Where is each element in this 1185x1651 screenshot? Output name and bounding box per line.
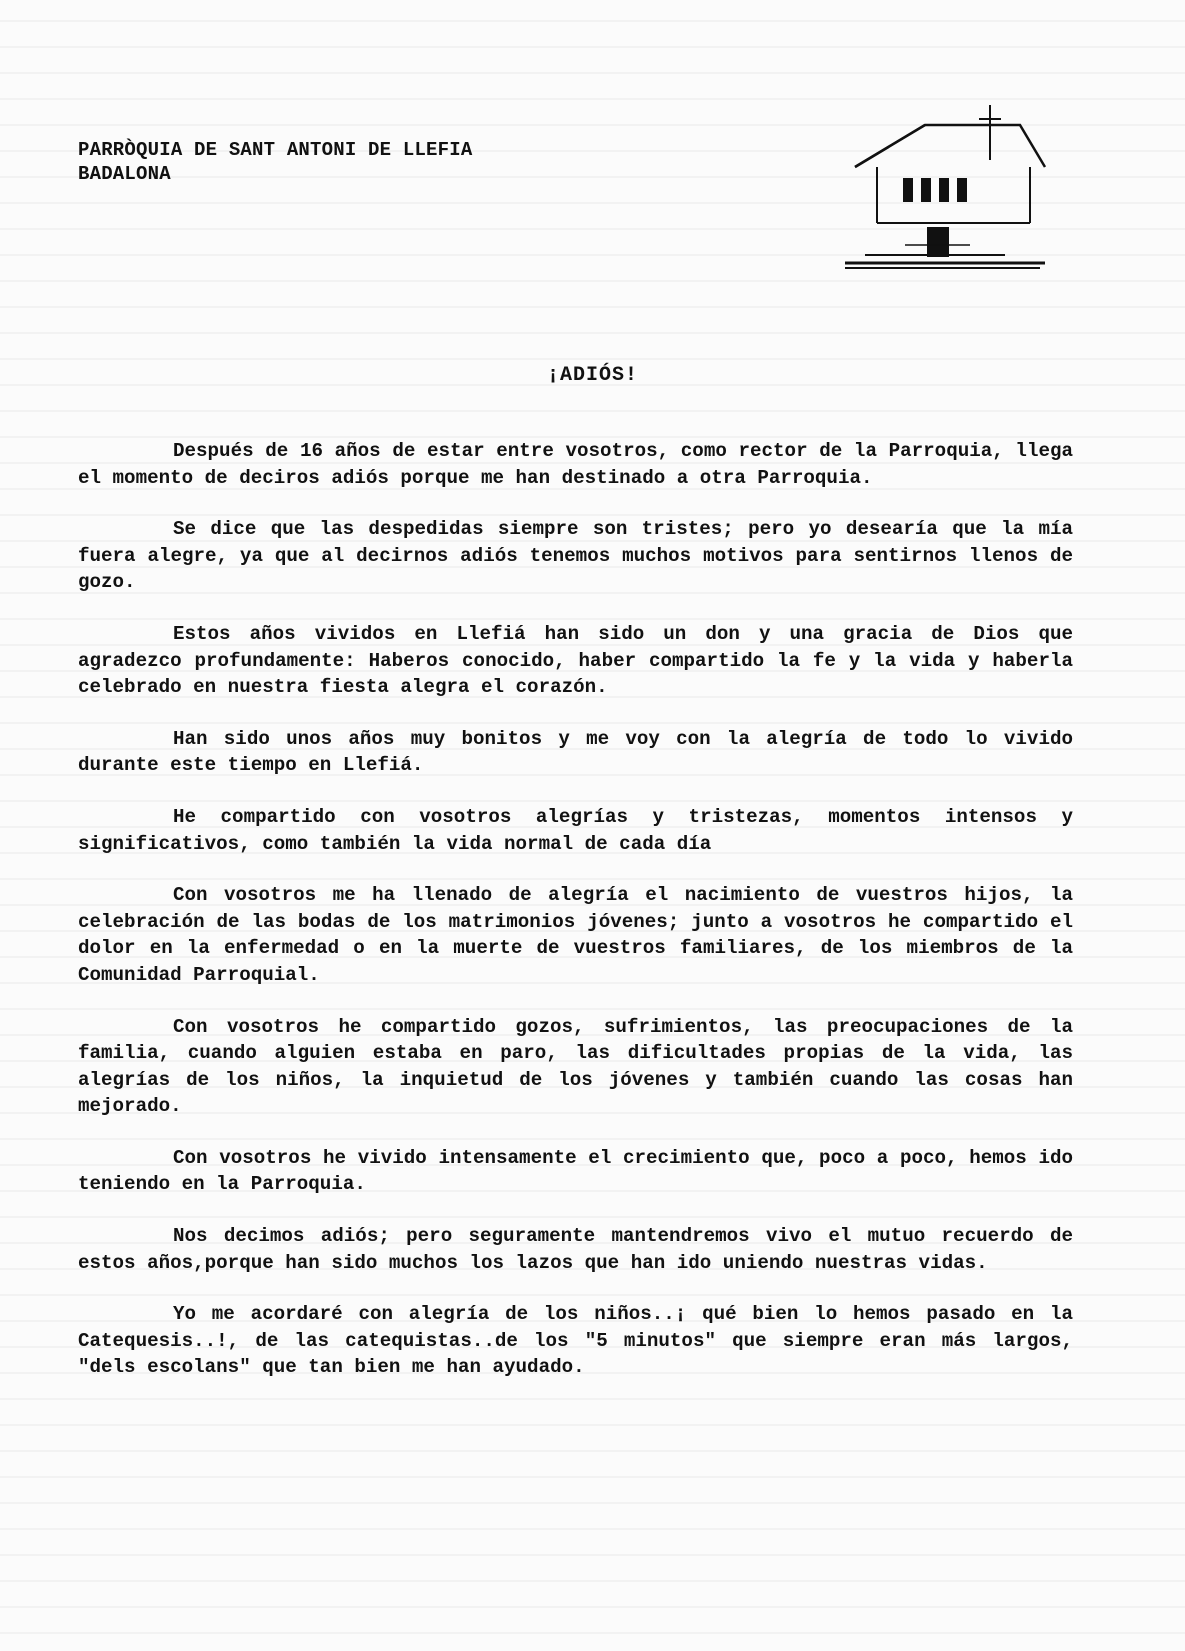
page-title: ¡ADIÓS! (546, 364, 638, 387)
paragraph: Han sido unos años muy bonitos y me voy con la alegría de todo lo vivido durante este tiempo en Llefiá. (78, 727, 1073, 777)
paragraph: Con vosotros he vivido intensamente el crecimiento que, poco a poco, hemos ido teniendo en la Parroquia. (78, 1146, 1073, 1196)
paragraph: Estos años vividos en Llefiá han sido un don y una gracia de Dios que agradezco profundamente: Haberos conocido, haber compartido la fe y la vida y haberla celebrado en nuestra fiesta alegra el corazón. (78, 622, 1073, 699)
church-icon (845, 105, 1055, 290)
paragraph: Yo me acordaré con alegría de los niños..¡ qué bien lo hemos pasado en la Catequesis..!, de las catequistas..de los "5 minutos" que siempre eran más largos, "dels escolans" que tan bien me han ayudado. (78, 1303, 1073, 1379)
paragraph: He compartido con vosotros alegrías y tristezas, momentos intensos y significativos, como también la vida normal de cada día (78, 805, 1073, 855)
parish-header (78, 138, 472, 186)
parish-city: BADALONA (78, 163, 171, 185)
parish-name: PARRÒQUIA DE SANT ANTONI DE LLEFIA (78, 139, 473, 161)
paragraph: Nos decimos adiós; pero seguramente mantendremos vivo el mutuo recuerdo de estos años,porque han sido muchos los lazos que han ido uniendo nuestras vidas. (78, 1225, 1073, 1274)
paragraph: Con vosotros he compartido gozos, sufrimientos, las preocupaciones de la familia, cuando alguien estaba en paro, las dificultades propias de la vida, las alegrías de los niños, la inquietud de los jóvenes y también cuando las cosas han mejorado. (78, 1015, 1073, 1118)
paragraph: Después de 16 años de estar entre vosotros, como rector de la Parroquia, llega el momento de deciros adiós porque me han destinado a otra Parroquia. (78, 440, 1073, 489)
letter-body (78, 438, 1073, 1406)
paragraph: Se dice que las despedidas siempre son tristes; pero yo desearía que la mía fuera alegre, ya que al decirnos adiós tenemos muchos motivos para sentirnos llenos de gozo. (78, 518, 1073, 594)
paragraph: Con vosotros me ha llenado de alegría el nacimiento de vuestros hijos, la celebración de las bodas de los matrimonios jóvenes; junto a vosotros he compartido el dolor en la enfermedad o en la muerte de vuestros familiares, de los miembros de la Comunidad Parroquial. (78, 884, 1073, 986)
